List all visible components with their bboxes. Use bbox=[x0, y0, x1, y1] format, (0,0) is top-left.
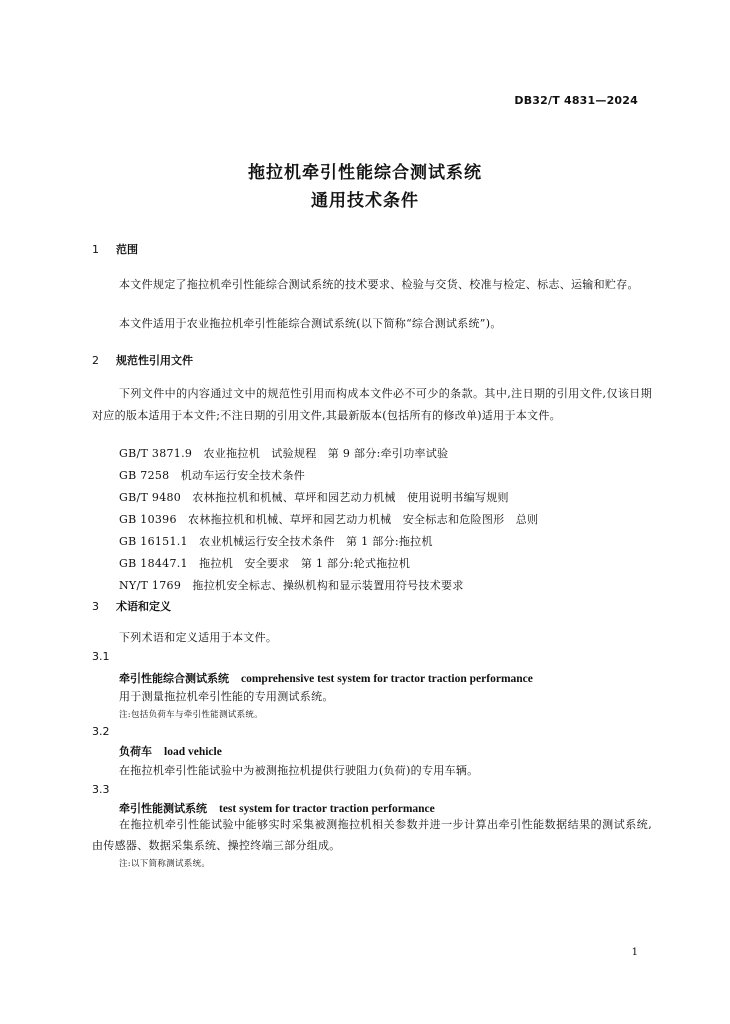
term-number: 3.3 bbox=[92, 783, 110, 796]
term-name-english: load vehicle bbox=[164, 746, 222, 758]
section-title: 术语和定义 bbox=[116, 600, 171, 613]
section-number: 1 bbox=[92, 243, 99, 256]
document-title-line1: 拖拉机牵引性能综合测试系统 bbox=[248, 163, 482, 183]
standard-number: DB32/T 4831—2024 bbox=[514, 94, 638, 107]
section-title: 规范性引用文件 bbox=[116, 354, 193, 367]
section-number: 2 bbox=[92, 354, 99, 367]
section-title: 范围 bbox=[116, 243, 138, 256]
term-name bbox=[119, 670, 533, 686]
references-intro-paragraph: 下列文件中的内容通过文中的规范性引用而构成本文件必不可少的条款。其中,注日期的引用文件,仅该日期对应的版本适用于本文件;不注日期的引用文件,其最新版本(包括所有的修改单)适用于本文件。 bbox=[92, 387, 652, 422]
document-title-line2: 通用技术条件 bbox=[311, 191, 419, 211]
term-note: 注:以下简称测试系统。 bbox=[119, 859, 211, 869]
scope-paragraph-1: 本文件规定了拖拉机牵引性能综合测试系统的技术要求、检验与交货、校准与检定、标志、运输和贮存。 bbox=[119, 278, 639, 291]
section-heading-terms bbox=[92, 598, 171, 614]
reference-item: GB 7258 机动车运行安全技术条件 bbox=[119, 469, 306, 482]
page-number: 1 bbox=[631, 947, 638, 958]
term-definition: 在拖拉机牵引性能试验中为被测拖拉机提供行驶阻力(负荷)的专用车辆。 bbox=[119, 764, 479, 777]
term-name bbox=[119, 743, 222, 759]
section-heading-normative-references bbox=[92, 352, 193, 368]
scope-paragraph-2: 本文件适用于农业拖拉机牵引性能综合测试系统(以下简称“综合测试系统”)。 bbox=[119, 317, 502, 330]
term-name-chinese: 负荷车 bbox=[119, 745, 152, 758]
term-name-english: test system for tractor traction performance bbox=[219, 803, 435, 815]
reference-item: GB 10396 农林拖拉机和机械、草坪和园艺动力机械 安全标志和危险图形 总则 bbox=[119, 513, 539, 526]
reference-item: GB/T 9480 农林拖拉机和机械、草坪和园艺动力机械 使用说明书编写规则 bbox=[119, 491, 509, 504]
term-name-chinese: 牵引性能综合测试系统 bbox=[119, 672, 229, 685]
term-note: 注:包括负荷车与牵引性能测试系统。 bbox=[119, 710, 263, 720]
term-definition: 在拖拉机牵引性能试验中能够实时采集被测拖拉机相关参数并进一步计算出牵引性能数据结果的测试系统,由传感器、数据采集系统、操控终端三部分组成。 bbox=[92, 818, 652, 852]
section-number: 3 bbox=[92, 600, 99, 613]
term-number: 3.2 bbox=[92, 725, 110, 738]
reference-item: GB/T 3871.9 农业拖拉机 试验规程 第 9 部分:牵引功率试验 bbox=[119, 447, 449, 460]
term-number: 3.1 bbox=[92, 650, 110, 663]
term-name-chinese: 牵引性能测试系统 bbox=[119, 802, 207, 815]
reference-item: NY/T 1769 拖拉机安全标志、操纵机构和显示装置用符号技术要求 bbox=[119, 579, 464, 592]
terms-intro-paragraph: 下列术语和定义适用于本文件。 bbox=[119, 631, 278, 644]
term-definition: 用于测量拖拉机牵引性能的专用测试系统。 bbox=[119, 690, 334, 703]
term-name-english: comprehensive test system for tractor traction performance bbox=[241, 673, 533, 685]
section-heading-scope bbox=[92, 241, 138, 257]
reference-item: GB 18447.1 拖拉机 安全要求 第 1 部分:轮式拖拉机 bbox=[119, 557, 411, 570]
reference-item: GB 16151.1 农业机械运行安全技术条件 第 1 部分:拖拉机 bbox=[119, 535, 433, 548]
